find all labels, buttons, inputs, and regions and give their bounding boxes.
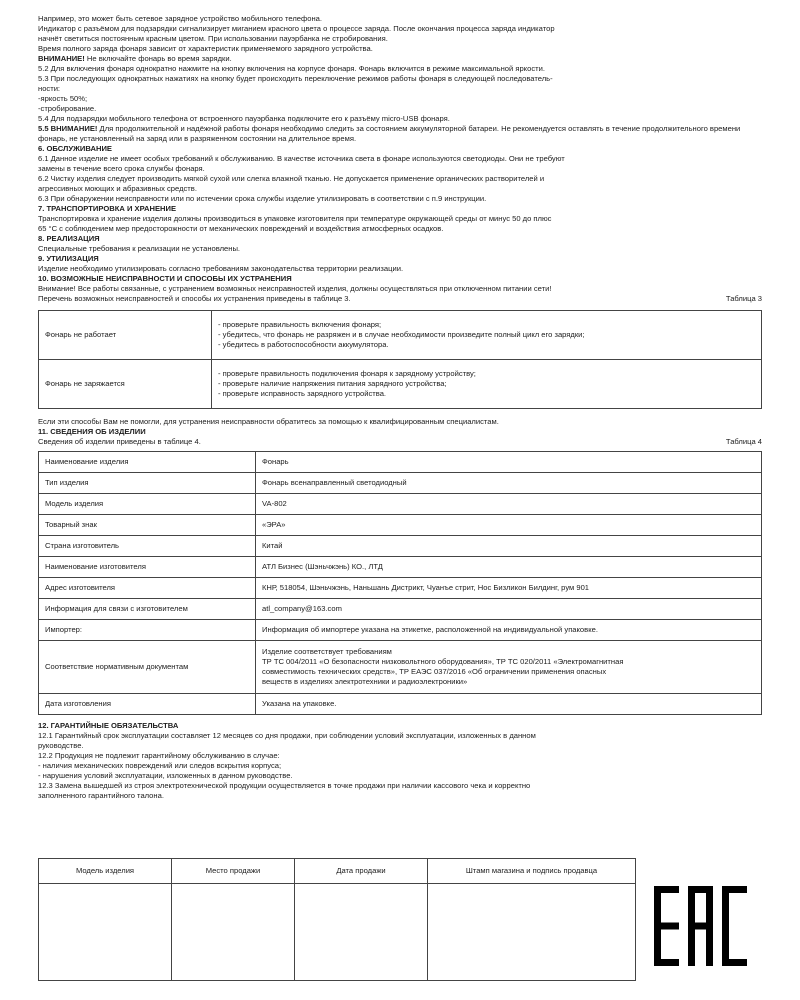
- table-caption-row: [38, 294, 762, 304]
- table-cell: Товарный знак: [39, 515, 256, 536]
- text-line: Транспортировка и хранение изделия должны производиться в упаковке изготовителя при температуре окружающей среды от минус 50 до плюс: [38, 214, 552, 223]
- text-line: - нарушения условий эксплуатации, изложенных в данном руководстве.: [38, 771, 293, 780]
- warning-text: Для продолжительной и надёжной работы фонаря необходимо следить за состоянием аккумуляторной батареи. Не рекомендуется оставлять в течение продолжительного времени фонарь, не установленный на заряд или в разряженном состоянии на длительное время.: [38, 124, 741, 143]
- text-line: замены в течение всего срока службы фонаря.: [38, 164, 205, 173]
- text-line: 5.4 Для подзарядки мобильного телефона от встроенного пауэрбанка подключите его к разъёму micro-USB фонаря.: [38, 114, 450, 123]
- solution-line: - убедитесь, что фонарь не разряжен и в случае необходимости произведите полный цикл его зарядки;: [218, 330, 585, 339]
- table-cell: Указана на упаковке.: [256, 694, 762, 715]
- table-header-cell: Штамп магазина и подпись продавца: [428, 859, 636, 884]
- text-line: 5.3 При последующих однократных нажатиях на кнопку будет происходить переключение режимов работы фонаря в следующей последователь-: [38, 74, 553, 83]
- warning-label: 5.5 ВНИМАНИЕ!: [38, 124, 98, 133]
- text-line: 6.1 Данное изделие не имеет особых требований к обслуживанию. В качестве источника света в фонаре используются светодиоды. Они не требуют: [38, 154, 565, 163]
- table-cell: Тип изделия: [39, 473, 256, 494]
- text-line: 12.1 Гарантийный срок эксплуатации составляет 12 месяцев со дня продажи, при соблюдении условий эксплуатации, изложенных в данном: [38, 731, 536, 740]
- table-row: [39, 494, 762, 515]
- table-cell: VA-802: [256, 494, 762, 515]
- table-cell: [172, 884, 295, 981]
- text-line: Специальные требования к реализации не установлены.: [38, 244, 241, 253]
- warning-paragraph: [38, 54, 762, 64]
- table-header-cell: Модель изделия: [39, 859, 172, 884]
- text-line: заполненного гарантийного талона.: [38, 791, 164, 800]
- table-row: [39, 578, 762, 599]
- table-cell: atl_company@163.com: [256, 599, 762, 620]
- table-cell: [428, 884, 636, 981]
- text-line: 12.3 Замена вышедшей из строя электротехнической продукции осуществляется в точке продажи при наличии кассового чека и корректно: [38, 781, 531, 790]
- table-label: Таблица 3: [725, 294, 762, 303]
- text-line: агрессивных моющих и абразивных средств.: [38, 184, 197, 193]
- table-cell: Дата изготовления: [39, 694, 256, 715]
- solution-line: - проверьте правильность включения фонаря;: [218, 320, 382, 329]
- text-line: Например, это может быть сетевое зарядное устройство мобильного телефона.: [38, 14, 323, 23]
- table-cell: Соответствие нормативным документам: [39, 641, 256, 694]
- table-row: [39, 452, 762, 473]
- troubleshooting-table: [38, 310, 762, 409]
- table-cell: Информация для связи с изготовителем: [39, 599, 256, 620]
- table-header-cell: Дата продажи: [295, 859, 428, 884]
- table-row: [39, 859, 636, 884]
- table-cell: Адрес изготовителя: [39, 578, 256, 599]
- section-title: 10. ВОЗМОЖНЫЕ НЕИСПРАВНОСТИ И СПОСОБЫ ИХ УСТРАНЕНИЯ: [38, 274, 292, 283]
- section-title: 7. ТРАНСПОРТИРОВКА И ХРАНЕНИЕ: [38, 204, 177, 213]
- table-row: [39, 311, 762, 360]
- warning-label: ВНИМАНИЕ!: [38, 54, 85, 63]
- section-title: 9. УТИЛИЗАЦИЯ: [38, 254, 99, 263]
- warning-paragraph: [38, 124, 762, 144]
- eac-certification-mark: [654, 886, 748, 969]
- solution-line: - проверьте правильность подключения фонаря к зарядному устройству;: [218, 369, 476, 378]
- table-row: [39, 694, 762, 715]
- table-cell: [295, 884, 428, 981]
- eac-logo-icon: [654, 886, 748, 966]
- table-row: [39, 884, 636, 981]
- section-title: 11. СВЕДЕНИЯ ОБ ИЗДЕЛИИ: [38, 427, 146, 436]
- table-cell: [39, 884, 172, 981]
- product-info-table: [38, 451, 762, 715]
- table-cell: [212, 360, 762, 409]
- table-cell: Наименование изготовителя: [39, 557, 256, 578]
- table-caption-row: [38, 437, 762, 447]
- table-label: Таблица 4: [725, 437, 762, 446]
- section-title: 12. ГАРАНТИЙНЫЕ ОБЯЗАТЕЛЬСТВА: [38, 721, 179, 730]
- text-line: Время полного заряда фонаря зависит от характеристик применяемого зарядного устройства.: [38, 44, 373, 53]
- table-row: [39, 360, 762, 409]
- table-row: [39, 515, 762, 536]
- solution-line: - убедитесь в работоспособности аккумулятора.: [218, 340, 389, 349]
- text-line: Индикатор с разъёмом для подзарядки сигнализирует миганием красного цвета о процессе заряда. После окончания процесса заряда индикатор: [38, 24, 555, 33]
- table-cell: АТЛ Бизнес (Шэньчжэнь) КО., ЛТД: [256, 557, 762, 578]
- table-cell: Импортер:: [39, 620, 256, 641]
- table-row: [39, 641, 762, 694]
- table-cell: [212, 311, 762, 360]
- text-line: 5.2 Для включения фонаря однократно нажмите на кнопку включения на корпусе фонаря. Фонарь включится в режиме максимальной яркости.: [38, 64, 545, 73]
- table-cell: Фонарь всенаправленный светодиодный: [256, 473, 762, 494]
- compliance-line: Изделие соответствует требованиям: [262, 647, 392, 656]
- warranty-card-table: [38, 858, 636, 981]
- text-line: ности:: [38, 84, 61, 93]
- table-cell: Фонарь: [256, 452, 762, 473]
- table-row: [39, 599, 762, 620]
- table-cell: Страна изготовитель: [39, 536, 256, 557]
- solution-line: - проверьте исправность зарядного устройства.: [218, 389, 387, 398]
- text-line: -стробирование.: [38, 104, 97, 113]
- text-line: Изделие необходимо утилизировать согласно требованиям законодательства территории реализации.: [38, 264, 404, 273]
- table-cell: [256, 641, 762, 694]
- text-line: 12.2 Продукция не подлежит гарантийному обслуживанию в случае:: [38, 751, 280, 760]
- solution-line: - проверьте наличие напряжения питания зарядного устройства;: [218, 379, 447, 388]
- table-row: [39, 536, 762, 557]
- text-line: 6.3 При обнаружении неисправности или по истечении срока службы изделие утилизировать в соответствии с п.9 инструкции.: [38, 194, 487, 203]
- warning-text: Не включайте фонарь во время зарядки.: [84, 54, 232, 63]
- table-row: [39, 473, 762, 494]
- table-cell: Наименование изделия: [39, 452, 256, 473]
- table-row: [39, 557, 762, 578]
- table-cell: Фонарь не заряжается: [39, 360, 212, 409]
- text-line: Внимание! Все работы связанные, с устранением возможных неисправностей изделия, должны осуществляться при отключенном питании сети!: [38, 284, 552, 293]
- section-title: 6. ОБСЛУЖИВАНИЕ: [38, 144, 112, 153]
- text-line: руководстве.: [38, 741, 84, 750]
- table-header-cell: Место продажи: [172, 859, 295, 884]
- table-cell: КНР, 518054, Шэньчжэнь, Наньшань Дистрикт, Чуанъе стрит, Нос Бизликон Билдинг, рум 901: [256, 578, 762, 599]
- table-cell: Модель изделия: [39, 494, 256, 515]
- text-line: начнёт светиться постоянным красным цветом. При использовании пауэрбанка не стробирования.: [38, 34, 388, 43]
- instruction-document: [38, 14, 762, 801]
- table-cell: «ЭРА»: [256, 515, 762, 536]
- text-line: -яркость 50%;: [38, 94, 88, 103]
- compliance-line: веществ в изделиях электротехники и радиоэлектроники»: [262, 677, 468, 686]
- table-cell: Фонарь не работает: [39, 311, 212, 360]
- text-line: Сведения об изделии приведены в таблице 4.: [38, 437, 201, 446]
- table-row: [39, 620, 762, 641]
- section-title: 8. РЕАЛИЗАЦИЯ: [38, 234, 100, 243]
- text-line: - наличия механических повреждений или следов вскрытия корпуса;: [38, 761, 282, 770]
- table-cell: Китай: [256, 536, 762, 557]
- text-line: Перечень возможных неисправностей и способы их устранения приведены в таблице 3.: [38, 294, 351, 303]
- compliance-line: ТР ТС 004/2011 «О безопасности низковольтного оборудования», ТР ТС 020/2011 «Электромагнитная: [262, 657, 624, 666]
- table-cell: Информация об импортере указана на этикетке, расположенной на индивидуальной упаковке.: [256, 620, 762, 641]
- text-line: Если эти способы Вам не помогли, для устранения неисправности обратитесь за помощью к квалифицированным специалистам.: [38, 417, 499, 426]
- compliance-line: совместимость технических средств», ТР ЕАЭС 037/2016 «Об ограничении применения опасных: [262, 667, 607, 676]
- text-line: 6.2 Чистку изделия следует производить мягкой сухой или слегка влажной тканью. Не допускается применение органических растворителей и: [38, 174, 545, 183]
- text-line: 65 °С с соблюдением мер предосторожности от механических повреждений и воздействия атмосферных осадков.: [38, 224, 444, 233]
